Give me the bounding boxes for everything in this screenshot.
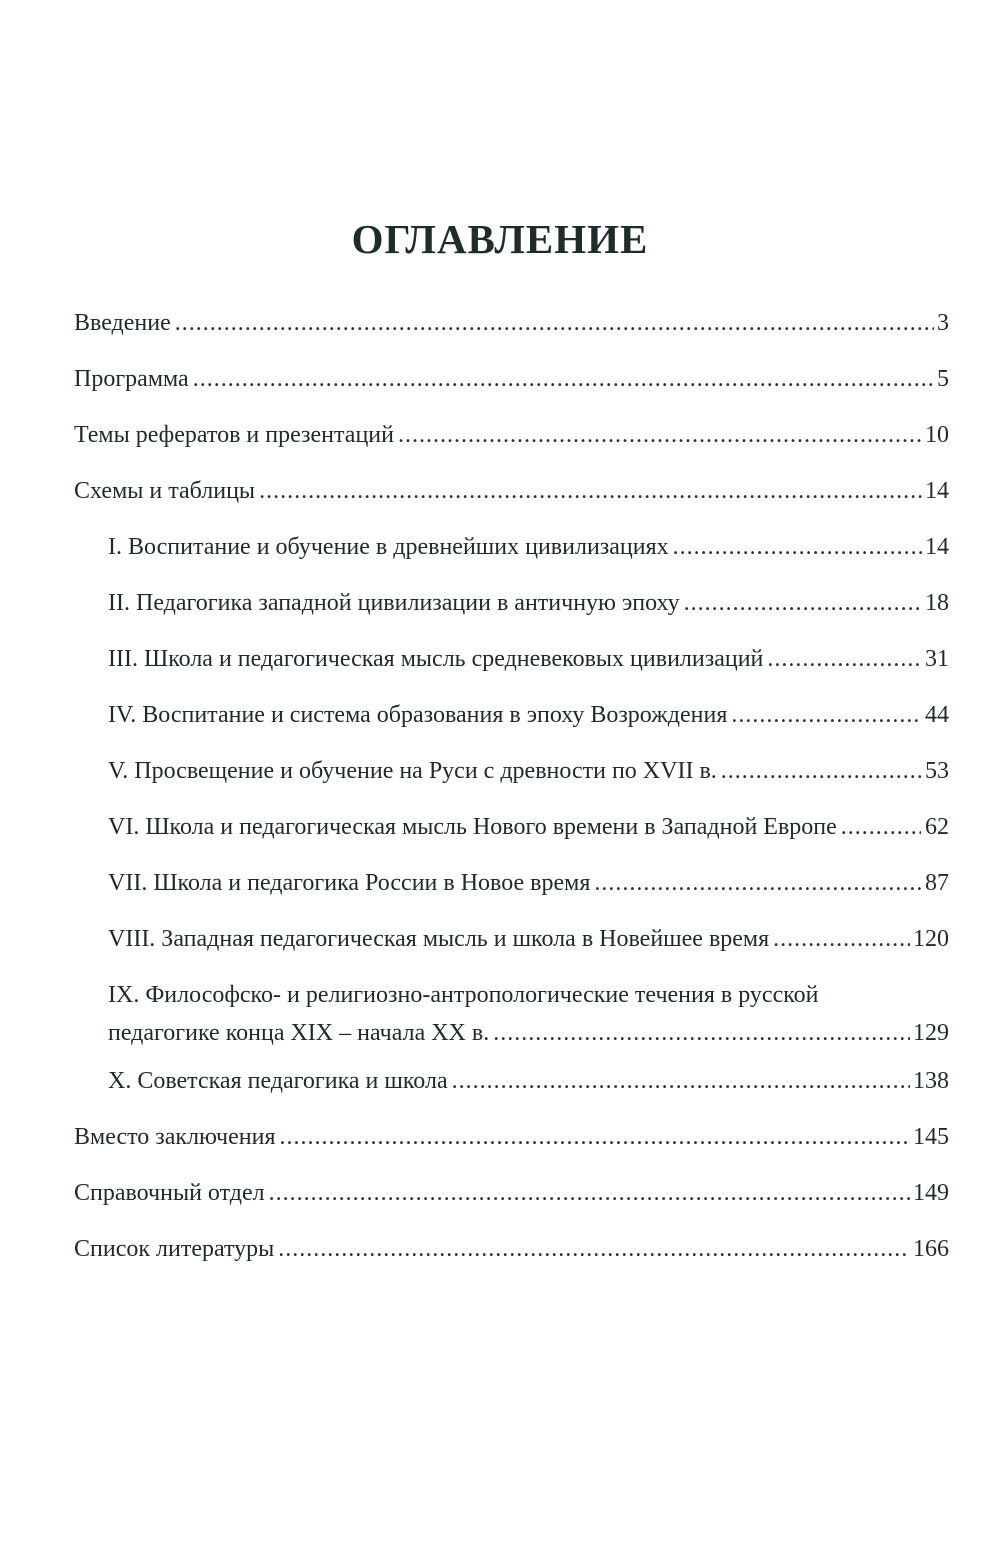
page-title: ОГЛАВЛЕНИЕ bbox=[351, 216, 649, 262]
dot-leader bbox=[493, 1017, 910, 1050]
toc-entry-label: Программа bbox=[74, 366, 189, 392]
toc-entry-bibliography bbox=[74, 1233, 949, 1266]
toc-entry-section-9 bbox=[108, 979, 949, 1050]
toc-entry-label: Список литературы bbox=[74, 1236, 275, 1262]
toc-entry-section-1 bbox=[108, 531, 949, 564]
toc-entry-section-5 bbox=[108, 755, 949, 788]
toc-entry-label: III. Школа и педагогическая мысль средневековых цивилизаций bbox=[108, 646, 764, 672]
toc-entry-page-number: 18 bbox=[925, 590, 949, 616]
toc-entry-label-line1: IX. Философско- и религиозно-антропологические течения в русской bbox=[108, 982, 819, 1008]
toc-entry-page-number: 145 bbox=[913, 1124, 949, 1150]
toc-entry-label: X. Советская педагогика и школа bbox=[108, 1068, 448, 1094]
dot-leader bbox=[684, 587, 922, 620]
toc-entry-label-line2: педагогике конца XIX – начала XX в. bbox=[108, 1020, 490, 1046]
toc-entry-page-number: 166 bbox=[913, 1236, 949, 1262]
toc-entry-label: II. Педагогика западной цивилизации в античную эпоху bbox=[108, 590, 680, 616]
dot-leader bbox=[773, 923, 910, 956]
toc-entry-section-4 bbox=[108, 699, 949, 732]
toc-entry-label: I. Воспитание и обучение в древнейших цивилизациях bbox=[108, 534, 669, 560]
toc-entry-reference-section bbox=[74, 1177, 949, 1210]
toc-entry-page-number: 14 bbox=[925, 478, 949, 504]
dot-leader bbox=[175, 307, 934, 340]
dot-leader bbox=[721, 755, 922, 788]
toc-entry-label: IV. Воспитание и система образования в эпоху Возрождения bbox=[108, 702, 728, 728]
dot-leader bbox=[767, 643, 922, 676]
dot-leader bbox=[193, 363, 934, 396]
toc-entry-introduction bbox=[74, 307, 949, 340]
toc-entry-label: Темы рефератов и презентаций bbox=[74, 422, 394, 448]
toc-entry-label: Введение bbox=[74, 310, 171, 336]
toc-entry-section-3 bbox=[108, 643, 949, 676]
dot-leader bbox=[278, 1233, 910, 1266]
toc-entry-page-number: 3 bbox=[937, 310, 949, 336]
dot-leader bbox=[673, 531, 922, 564]
dot-leader bbox=[269, 1177, 910, 1210]
toc-entry-label: Схемы и таблицы bbox=[74, 478, 256, 504]
toc-entry-page-number: 138 bbox=[913, 1068, 949, 1094]
toc-entry-page-number: 31 bbox=[925, 646, 949, 672]
toc-entry-section-2 bbox=[108, 587, 949, 620]
dot-leader bbox=[259, 475, 922, 508]
dot-leader bbox=[841, 811, 921, 844]
toc-entry-label: Вместо заключения bbox=[74, 1124, 276, 1150]
toc-entry-page-number: 120 bbox=[913, 926, 949, 952]
toc-entry-page-number: 53 bbox=[925, 758, 949, 784]
toc-entry-section-10 bbox=[108, 1065, 949, 1098]
toc-entry-conclusion bbox=[74, 1121, 949, 1154]
toc-entry-page-number: 5 bbox=[937, 366, 949, 392]
toc-entry-page-number: 87 bbox=[925, 870, 949, 896]
toc-entry-schemes-tables bbox=[74, 475, 949, 508]
toc-entry-label: VII. Школа и педагогика России в Новое время bbox=[108, 870, 591, 896]
dot-leader bbox=[280, 1121, 910, 1154]
toc-entry-label: VIII. Западная педагогическая мысль и школа в Новейшее время bbox=[108, 926, 770, 952]
toc-entry-page-number: 149 bbox=[913, 1180, 949, 1206]
toc-entry-essay-topics bbox=[74, 419, 949, 452]
toc-entry-label: Справочный отдел bbox=[74, 1180, 265, 1206]
dot-leader bbox=[731, 699, 922, 732]
toc-entry-page-number: 10 bbox=[925, 422, 949, 448]
toc-entry-label: VI. Школа и педагогическая мысль Нового времени в Западной Европе bbox=[108, 814, 837, 840]
toc-entry-page-number: 44 bbox=[925, 702, 949, 728]
toc-entry-section-7 bbox=[108, 867, 949, 900]
toc-entry-page-number: 14 bbox=[925, 534, 949, 560]
toc-entry-section-6 bbox=[108, 811, 949, 844]
toc-entry-page-number: 129 bbox=[913, 1020, 949, 1046]
dot-leader bbox=[398, 419, 922, 452]
toc-entry-label: V. Просвещение и обучение на Руси с древности по XVII в. bbox=[108, 758, 717, 784]
toc-entry-page-number: 62 bbox=[925, 814, 949, 840]
toc-entry-second-line bbox=[108, 1017, 949, 1050]
dot-leader bbox=[594, 867, 922, 900]
toc-entry-program bbox=[74, 363, 949, 396]
dot-leader bbox=[452, 1065, 910, 1098]
toc-entry-section-8 bbox=[108, 923, 949, 956]
